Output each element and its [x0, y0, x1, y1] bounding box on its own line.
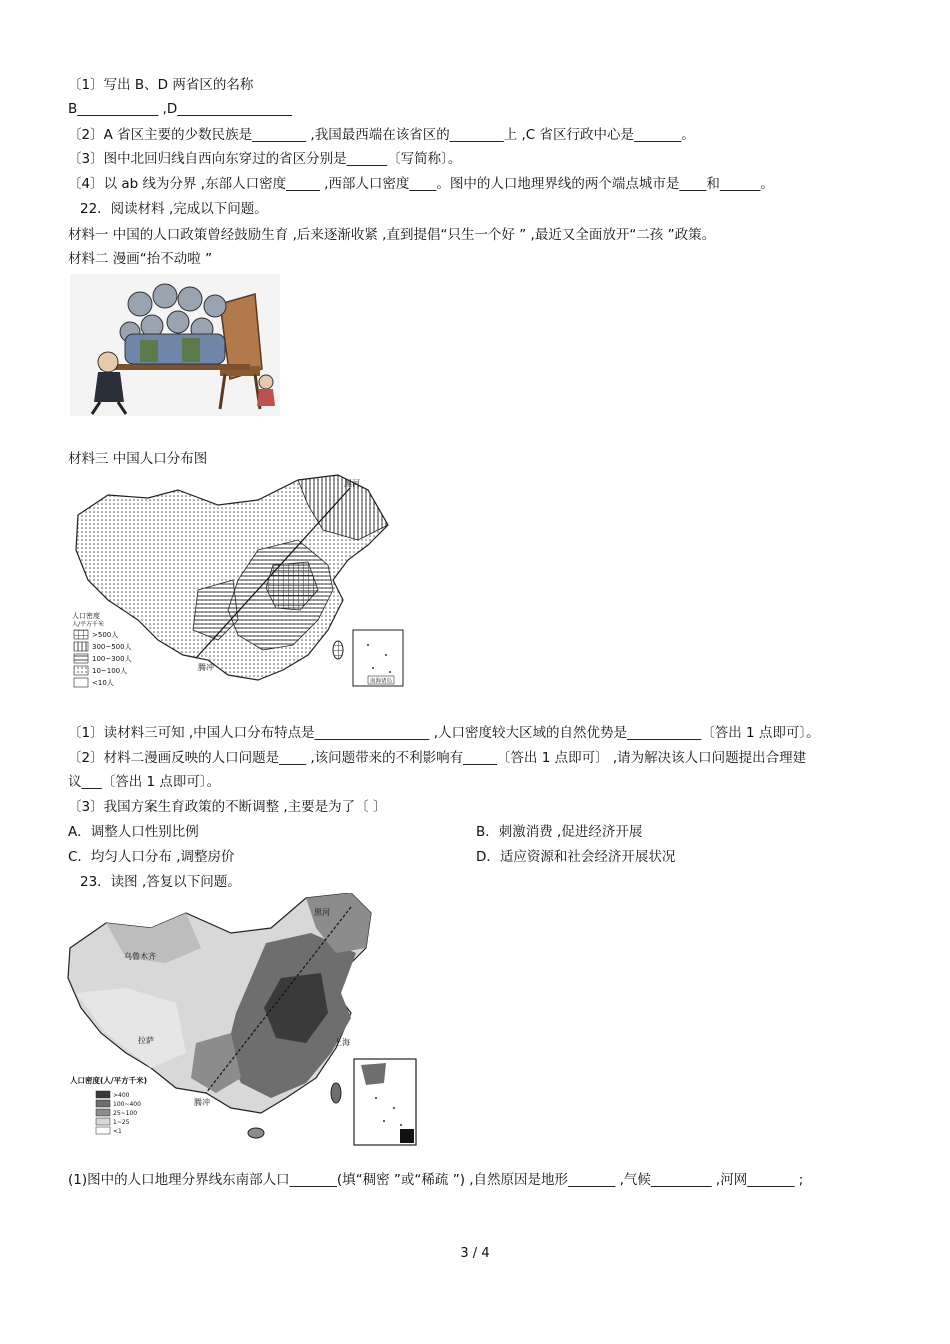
q22-material3: 材料三 中国人口分布图: [68, 451, 208, 467]
map2-urumqi-label: 乌鲁木齐: [124, 952, 156, 961]
q22-option-b[interactable]: B．刺激消费 ,促进经济开展: [476, 824, 643, 840]
map2-legend-item-3: 1~25: [113, 1119, 130, 1126]
q22-option-d[interactable]: D．适应资源和社会经济开展状况: [476, 849, 676, 865]
map2-lhasa-label: 拉萨: [138, 1036, 154, 1045]
china-density-map: [68, 470, 408, 690]
q21-part1: 〔1〕写出 B、D 两省区的名称: [68, 77, 254, 93]
map1-legend-unit: 人/平方千米: [72, 621, 105, 628]
map1-legend-item-1: 300~500人: [92, 643, 132, 651]
q21-part2: 〔2〕A 省区主要的少数民族是________ ,我国最西端在该省区的________上 ,C 省区行政中心是_______。: [68, 127, 695, 143]
q21-part1-blanks: B____________ ,D_________________: [68, 101, 292, 117]
q22-sub1: 〔1〕读材料三可知 ,中国人口分布特点是_________________ ,人口密度较大区域的自然优势是___________〔答出 1 点即可〕。: [68, 725, 820, 741]
map1-legend-item-2: 100~300人: [92, 655, 132, 663]
population-map-2: [66, 893, 420, 1149]
q23-sub1: (1)图中的人口地理分界线东南部人口_______(填“稠密 ”或“稀疏 ”) ,自然原因是地形_______ ,气候_________ ,河网_______ ;: [68, 1172, 804, 1188]
map2-tengchong-label: 腾冲: [194, 1098, 210, 1107]
map2-legend-item-1: 100~400: [113, 1101, 141, 1108]
q22-material2: 材料二 漫画“抬不动啦 ”: [68, 251, 213, 267]
map2-legend-item-0: >400: [113, 1092, 130, 1099]
map1-legend-item-4: <10人: [92, 679, 114, 687]
q22-sub2b: 议___〔答出 1 点即可〕。: [68, 774, 221, 790]
map1-heihe-label: 黑河: [344, 479, 360, 488]
china-density-map-2: [66, 893, 420, 1149]
map1-legend-item-0: >500人: [92, 631, 119, 639]
map1-legend-item-3: 10~100人: [92, 667, 128, 675]
q22-material1: 材料一 中国的人口政策曾经鼓励生育 ,后来逐渐收紧 ,直到提倡“只生一个好 ” ,最近又全面放开“二孩 ”政策。: [68, 227, 716, 243]
cartoon-illustration: [70, 274, 280, 416]
map2-legend-item-4: <1: [113, 1128, 122, 1135]
q22-sub3: 〔3〕我国方案生育政策的不断调整 ,主要是为了〔 〕: [68, 799, 387, 815]
cartoon-image: [70, 274, 280, 416]
map2-legend-item-2: 25~100: [113, 1110, 138, 1117]
q21-part4: 〔4〕以 ab 线为分界 ,东部人口密度_____ ,西部人口密度____。图中的人口地理界线的两个端点城市是____和______。: [68, 176, 774, 192]
q22-option-c[interactable]: C．均匀人口分布 ,调整房价: [68, 849, 235, 865]
population-map-1: [68, 470, 408, 690]
map1-tengchong-label: 腾冲: [198, 663, 214, 672]
q21-part3: 〔3〕图中北回归线自西向东穿过的省区分别是______〔写简称〕。: [68, 151, 462, 167]
map1-inset-label: 南海诸岛: [370, 678, 393, 685]
page-number: 3 / 4: [460, 1246, 490, 1261]
map2-legend-title: 人口密度(人/平方千米): [70, 1076, 148, 1085]
q22-title: 22．阅读材料 ,完成以下问题。: [80, 201, 268, 217]
q23-title: 23．读图 ,答复以下问题。: [80, 874, 241, 890]
q22-sub2a: 〔2〕材料二漫画反映的人口问题是____ ,该问题带来的不利影响有_____〔答出 1 点即可〕 ,请为解决该人口问题提出合理建: [68, 750, 807, 766]
map1-legend-title: 人口密度: [72, 612, 100, 620]
map2-heihe-label: 黑河: [314, 908, 330, 917]
map2-shanghai-label: 上海: [334, 1038, 350, 1047]
q22-option-a[interactable]: A．调整人口性别比例: [68, 824, 199, 840]
